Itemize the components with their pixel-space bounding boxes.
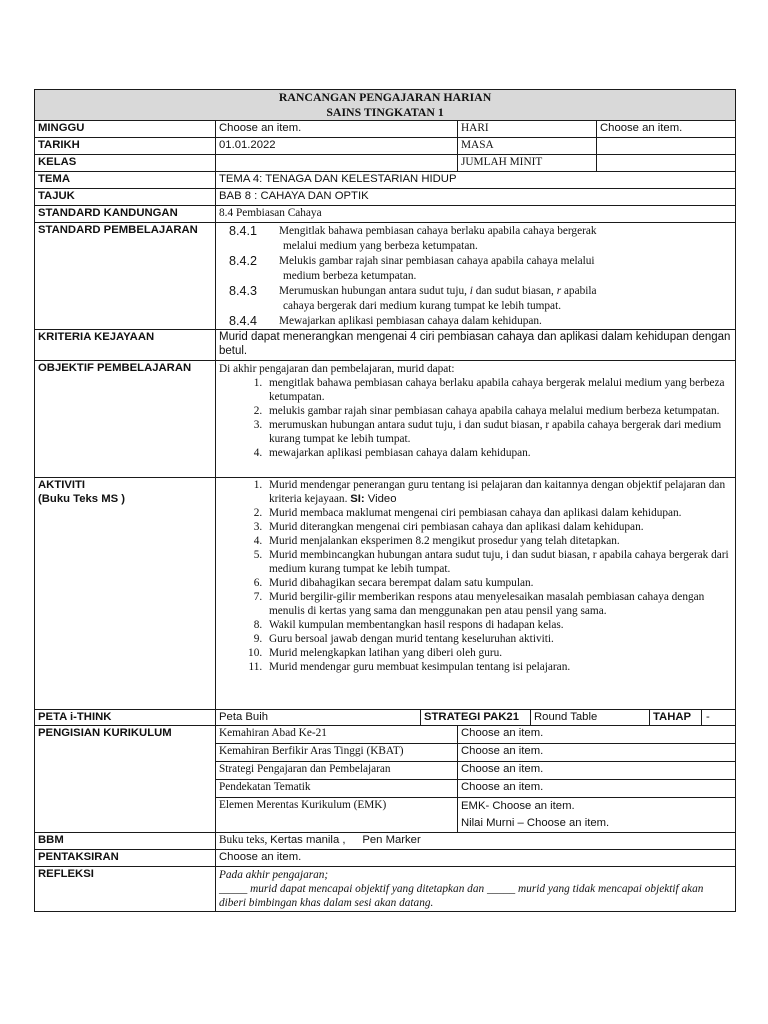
hari-dropdown[interactable]: Choose an item. [597,121,736,138]
label-peta-ithink: PETA i-THINK [35,710,216,726]
sp-text-cont: cahaya bergerak dari medium kurang tumpat ke lebih tumpat. [283,300,562,312]
kurikulum-label: Pendekatan Tematik [216,780,458,798]
kurikulum-label: Kemahiran Abad Ke-21 [216,726,458,744]
label-pengisian-kurikulum: PENGISIAN KURIKULUM [35,726,216,833]
sp-text-italic-r: r [556,285,562,297]
kurikulum-label: Strategi Pengajaran dan Pembelajaran [216,762,458,780]
sp-text: Melukis gambar rajah sinar pembiasan cahaya apabila cahaya melalui [279,255,595,267]
sp-text [279,284,732,299]
sp-text-cont: melalui medium yang berbeza ketumpatan. [283,240,478,252]
label-standard-pembelajaran: STANDARD PEMBELAJARAN [35,223,216,330]
label-jumlah-minit: JUMLAH MINIT [458,155,597,172]
kurikulum-label: Kemahiran Berfikir Aras Tinggi (KBAT) [216,744,458,762]
emk-cell [458,798,736,833]
label-refleksi: REFLEKSI [35,867,216,912]
sp-item [219,224,732,239]
title-line-1: RANCANGAN PENGAJARAN HARIAN [278,90,492,104]
bbm-item: Pen Marker [362,834,421,846]
kelas-field[interactable] [216,155,458,172]
refleksi-line-1: Pada akhir pengajaran; [219,869,329,881]
sp-text-part: dan sudut biasan, [472,285,557,297]
sp-text-part: apabila [561,285,597,297]
objektif-item: 3. merumuskan hubungan antara sudut tuju, i dan sudut biasan, r apabila cahaya bergerak dari medium kurang tumpat ke lebih tumpat. [265,418,732,446]
sp-item [219,314,732,329]
sp-number: 8.4.1 [229,224,258,238]
label-kelas: KELAS [35,155,216,172]
tajuk-value: BAB 8 : CAHAYA DAN OPTIK [216,189,736,206]
masa-field[interactable] [597,138,736,155]
pentaksiran-dropdown[interactable]: Choose an item. [216,850,736,867]
tahap-wrap [650,710,735,725]
kurikulum-dropdown[interactable]: Choose an item. [458,726,736,744]
title-line-2: SAINS TINGKATAN 1 [326,105,444,119]
strategi-pak21-value[interactable]: Round Table [531,710,650,726]
objektif-item: 2. melukis gambar rajah sinar pembiasan cahaya apabila cahaya melalui medium berbeza ketumpatan. [265,404,732,418]
aktiviti-label-cell [35,478,216,710]
label-masa: MASA [458,138,597,155]
sp-text: Mengitlak bahawa pembiasan cahaya berlaku apabila cahaya bergerak [279,225,597,237]
label-strategi-pak21: STRATEGI PAK21 [421,710,531,726]
aktiviti-item: 6. Murid dibahagikan secara berempat dalam satu kumpulan. [265,576,732,590]
sp-text-italic-i: i [469,285,473,297]
label-pentaksiran: PENTAKSIRAN [35,850,216,867]
kurikulum-label: Elemen Merentas Kurikulum (EMK) [216,798,458,833]
label-tema: TEMA [35,172,216,189]
aktiviti-item: 5. Murid membincangkan hubungan antara sudut tuju, i dan sudut biasan, r apabila cahaya bergerak dari medium kurang tumpat ke lebih tumpat. [265,548,732,576]
label-hari: HARI [458,121,597,138]
label-bbm: BBM [35,833,216,850]
sp-text-cont: medium berbeza ketumpatan. [283,270,417,282]
sp-number: 8.4.4 [229,314,258,328]
sp-text-part: Merumuskan hubungan antara sudut tuju, [279,285,470,297]
objektif-item: 1. mengitlak bahawa pembiasan cahaya berlaku apabila cahaya bergerak melalui medium yang berbeza ketumpatan. [265,376,732,404]
label-kriteria-kejayaan: KRITERIA KEJAYAAN [35,330,216,361]
sp-number: 8.4.3 [229,284,258,298]
aktiviti-item: 7. Murid bergilir-gilir memberikan respons atau menyelesaikan masalah pembiasan cahaya dengan menulis di kertas yang sama dan menggunakan pen atau pensil yang sama. [265,590,732,618]
refleksi-line-2: _____ murid dapat mencapai objektif yang ditetapkan dan _____ murid yang tidak mencapai objektif akan diberi bimbingan khas dalam sesi akan datang. [219,883,704,909]
label-buku-teks: (Buku Teks MS ) [38,493,126,505]
aktiviti-item [265,478,732,506]
standard-kandungan-value: 8.4 Pembiasan Cahaya [216,206,736,223]
aktiviti-item: 9. Guru bersoal jawab dengan murid tentang keseluruhan aktiviti. [265,632,732,646]
peta-ithink-value[interactable]: Peta Buih [216,710,421,726]
si-value: Video [364,493,397,505]
minggu-dropdown[interactable]: Choose an item. [216,121,458,138]
sp-number: 8.4.2 [229,254,258,268]
aktiviti-item-text: Murid mendengar penerangan guru tentang isi pelajaran dan kaitannya dengan objektif pelajaran dan kriteria kejayaan. [269,479,726,505]
tahap-cell [650,710,736,726]
jumlah-minit-field[interactable] [597,155,736,172]
standard-pembelajaran-list [216,223,736,330]
document-title [35,90,736,121]
bbm-item: Buku teks, [219,834,268,846]
aktiviti-item: 4. Murid menjalankan eksperimen 8.2 mengikut prosedur yang telah ditetapkan. [265,534,732,548]
label-tahap: TAHAP [650,710,702,725]
lesson-plan-table [34,89,736,912]
kurikulum-dropdown[interactable]: Choose an item. [458,762,736,780]
objektif-item: 4. mewajarkan aplikasi pembiasan cahaya dalam kehidupan. [265,446,732,460]
label-objektif-pembelajaran: OBJEKTIF PEMBELAJARAN [35,361,216,478]
aktiviti-item: 3. Murid diterangkan mengenai ciri pembiasan cahaya dan aplikasi dalam kehidupan. [265,520,732,534]
bbm-value [216,833,736,850]
tahap-value[interactable]: - [706,711,710,723]
sp-text: Mewajarkan aplikasi pembiasan cahaya dalam kehidupan. [279,315,542,327]
bbm-item: Kertas manila , [270,834,346,846]
tema-value: TEMA 4: TENAGA DAN KELESTARIAN HIDUP [216,172,736,189]
aktiviti-item: 10. Murid melengkapkan latihan yang diberi oleh guru. [265,646,732,660]
nilai-murni-dropdown[interactable]: Nilai Murni – Choose an item. [461,817,610,829]
label-standard-kandungan: STANDARD KANDUNGAN [35,206,216,223]
sp-item [219,284,732,299]
aktiviti-list [216,478,736,710]
label-tajuk: TAJUK [35,189,216,206]
aktiviti-item: 8. Wakil kumpulan membentangkan hasil respons di hadapan kelas. [265,618,732,632]
sp-item [219,254,732,269]
kriteria-kejayaan-value: Murid dapat menerangkan mengenai 4 ciri pembiasan cahaya dan aplikasi dalam kehidupan dengan betul. [216,330,736,361]
objektif-intro: Di akhir pengajaran dan pembelajaran, murid dapat: [219,363,455,375]
refleksi-value [216,867,736,912]
tarikh-field[interactable]: 01.01.2022 [216,138,458,155]
aktiviti-item: 2. Murid membaca maklumat mengenai ciri pembiasan cahaya dan aplikasi dalam kehidupan. [265,506,732,520]
emk-dropdown[interactable]: EMK- Choose an item. [461,800,575,812]
label-aktiviti: AKTIVITI [38,479,86,491]
si-label: SI: [350,493,365,505]
kurikulum-dropdown[interactable]: Choose an item. [458,744,736,762]
objektif-list [216,361,736,478]
label-minggu: MINGGU [35,121,216,138]
label-tarikh: TARIKH [35,138,216,155]
aktiviti-item: 11. Murid mendengar guru membuat kesimpulan tentang isi pelajaran. [265,660,732,674]
kurikulum-dropdown[interactable]: Choose an item. [458,780,736,798]
